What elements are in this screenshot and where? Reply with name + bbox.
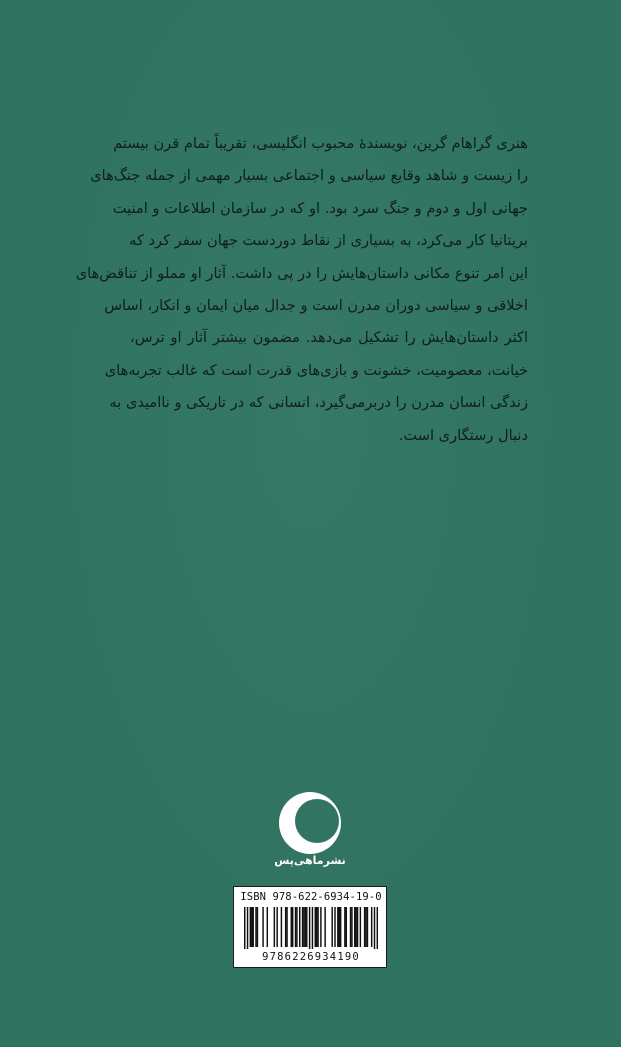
barcode-bar <box>252 907 253 947</box>
barcode-bar <box>285 907 286 947</box>
blurb-line: هنری گراهام گرین، نویسندهٔ محبوب انگلیسی، تقریباً تمام قرن بیستم <box>113 135 528 152</box>
barcode-bar <box>251 907 252 947</box>
barcode-bar <box>344 907 345 947</box>
barcode-bar <box>296 907 297 947</box>
barcode-bar <box>360 907 361 947</box>
barcode-bar <box>316 907 317 947</box>
barcode-bar <box>337 907 338 947</box>
barcode-bar <box>334 907 335 947</box>
barcode-bar <box>276 907 277 947</box>
barcode-bar <box>299 907 300 947</box>
blurb-text <box>75 128 528 452</box>
barcode-bar <box>357 907 358 947</box>
barcode-bar <box>306 907 307 947</box>
barcode-bar <box>291 907 292 947</box>
barcode-bar <box>331 907 332 947</box>
blurb-line: خیانت، معصومیت، خشونت و بازی‌های قدرت است که غالب تجربه‌های <box>104 361 528 379</box>
barcode-bar <box>312 907 313 949</box>
barcode-bar <box>364 907 365 947</box>
barcode-bar <box>351 907 352 947</box>
barcode-bars <box>244 907 378 949</box>
blurb-line: را زیست و شاهد وقایع سیاسی و اجتماعی بسیار مهمی از جمله جنگ‌های <box>90 167 528 185</box>
barcode-panel <box>233 886 387 968</box>
barcode-bar <box>355 907 356 947</box>
barcode-bar <box>350 907 351 947</box>
blurb-line: این امر تنوع مکانی داستان‌هایش را در پی داشت. آثار او مملو از تناقض‌های <box>75 264 528 282</box>
barcode-bar <box>292 907 293 947</box>
blurb-line: جهانی اول و دوم و جنگ سرد بود. او که در سازمان اطلاعات و امنیت <box>112 199 528 217</box>
barcode-bar <box>255 907 256 947</box>
barcode-bar <box>267 907 268 947</box>
blurb-line: زندگی انسان مدرن را دربرمی‌گیرد، انسانی که در تاریکی و ناامیدی به <box>109 394 528 412</box>
barcode-bar <box>262 907 263 947</box>
barcode-bar <box>320 907 321 947</box>
barcode-bar <box>354 907 355 947</box>
barcode-bar <box>302 907 303 947</box>
barcode-bar <box>305 907 306 947</box>
barcode-bar <box>315 907 316 947</box>
barcode-bar <box>247 907 248 949</box>
barcode-bar <box>303 907 304 947</box>
barcode-bar <box>295 907 296 947</box>
barcode-bar <box>324 907 325 947</box>
barcode-bar <box>274 907 275 947</box>
barcode-bar <box>340 907 341 947</box>
barcode-bar <box>309 907 310 949</box>
barcode-bar <box>367 907 368 947</box>
barcode-bar <box>377 907 378 949</box>
barcode-bar <box>346 907 347 947</box>
barcode-bar <box>250 907 251 947</box>
blurb-line: دنبال رستگاری است. <box>398 426 528 444</box>
barcode-bar <box>244 907 245 949</box>
blurb-line: اخلاقی و سیاسی دوران مدرن است و جدال میان ایمان و انکار، اساس <box>104 297 528 315</box>
barcode-bar <box>371 907 372 947</box>
barcode-bar <box>281 907 282 947</box>
barcode-bar <box>365 907 366 947</box>
barcode-bar <box>339 907 340 947</box>
barcode-bar <box>317 907 318 947</box>
barcode-bar <box>257 907 258 947</box>
barcode-digits: 9786226934190 <box>262 951 360 963</box>
blurb-line: بریتانیا کار می‌کرد، به بسیاری از نقاط دوردست جهان سفر کرد که <box>129 232 528 250</box>
blurb-line: اکثر داستان‌هایش را تشکیل می‌دهد. مضمون بیشتر آثار او ترس، <box>130 329 528 347</box>
barcode-bar <box>374 907 375 949</box>
barcode-bar <box>286 907 287 947</box>
publisher-name: نشرماهی‌پس <box>274 854 346 867</box>
crescent-icon <box>275 788 345 858</box>
isbn-label: ISBN 978-622-6934-19-0 <box>240 891 382 903</box>
